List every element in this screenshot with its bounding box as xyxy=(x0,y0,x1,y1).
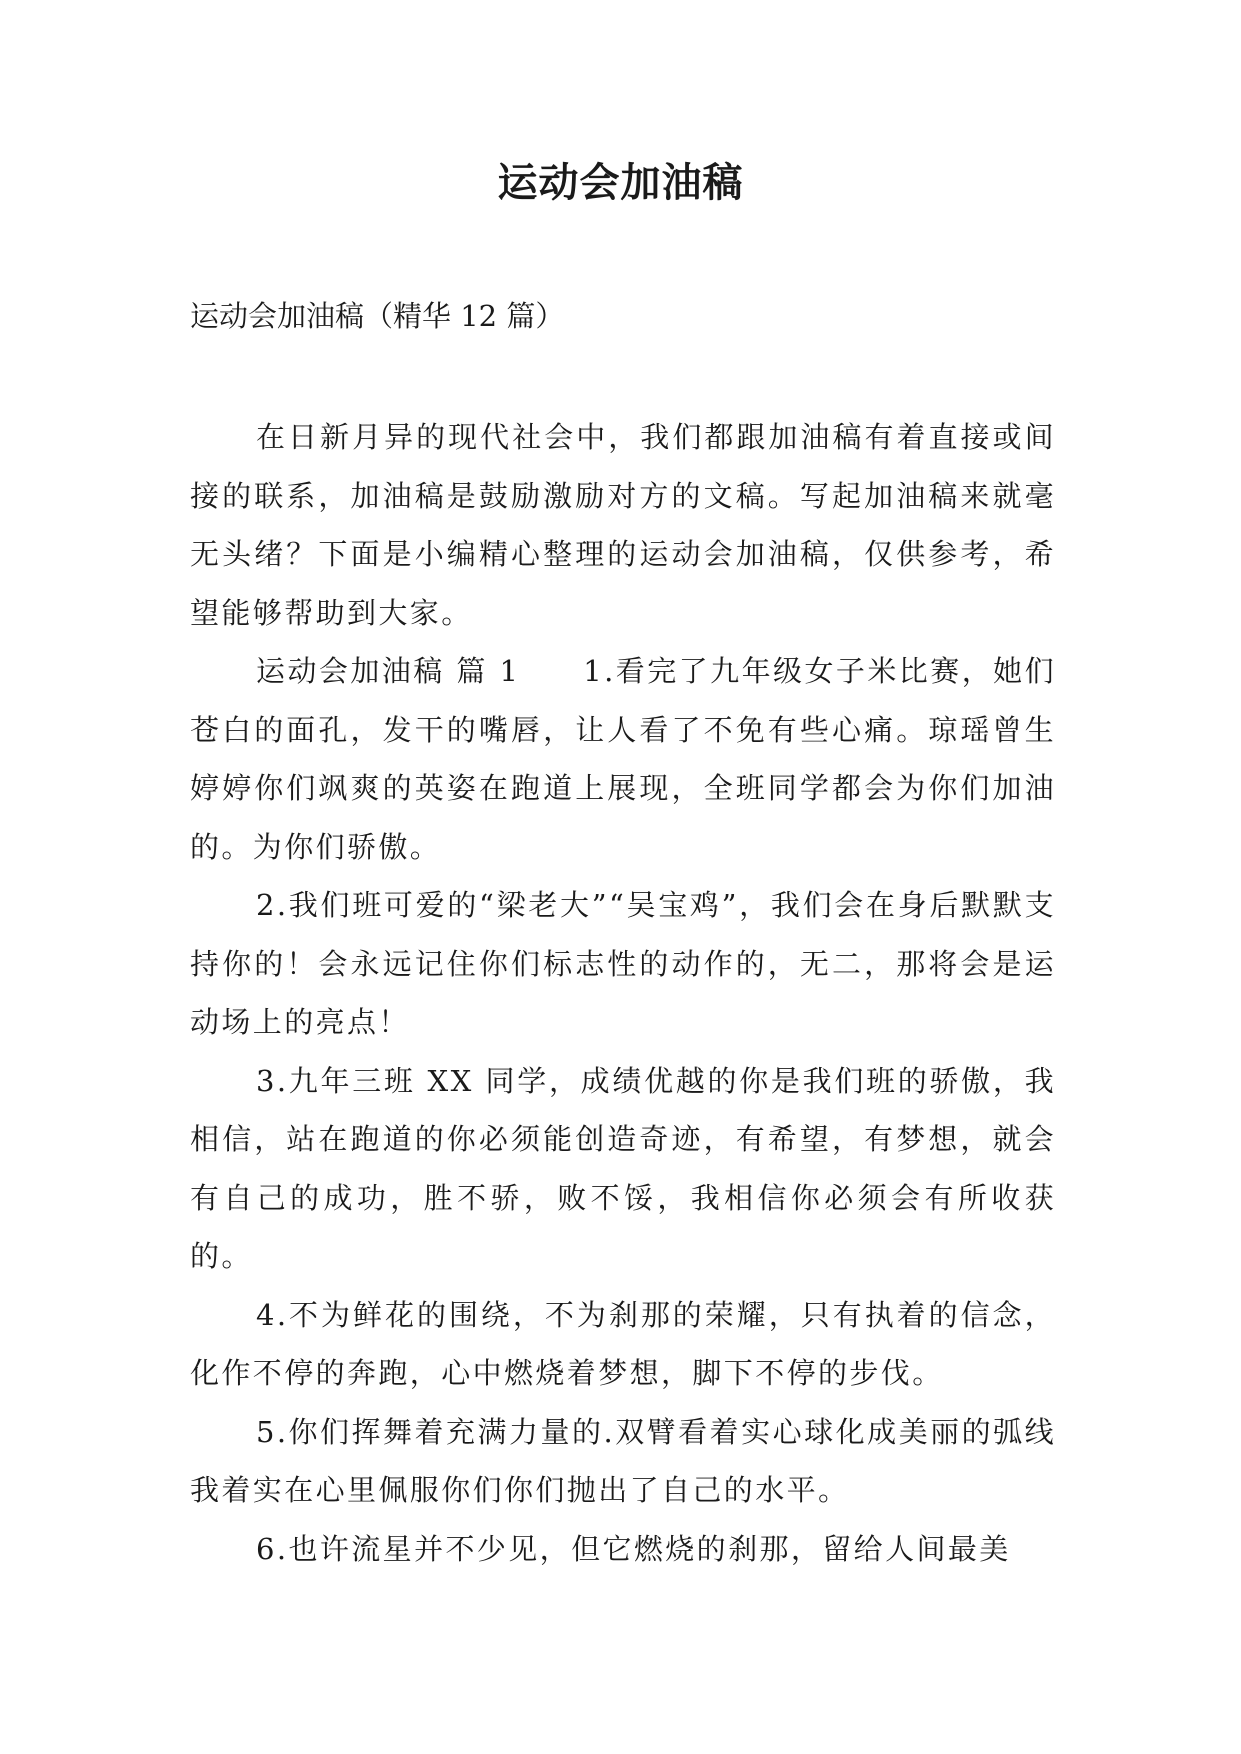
paragraph-item-1: 运动会加油稿 篇 1 1.看完了九年级女子米比赛，她们苍白的面孔，发干的嘴唇，让人看了不免有些心痛。琼瑶曾生婷婷你们飒爽的英姿在跑道上展现，全班同学都会为你们加油的。为你们骄傲。 xyxy=(190,654,1056,864)
paragraph-item-4: 4.不为鲜花的围绕，不为刹那的荣耀，只有执着的信念，化作不停的奔跑，心中燃烧着梦想，脚下不停的步伐。 xyxy=(190,1297,1056,1390)
document-title: 运动会加油稿 xyxy=(497,160,744,206)
paragraph-item-2: 2.我们班可爱的“梁老大”“吴宝鸡”，我们会在身后默默支持你的！会永远记住你们标志性的动作的，无二，那将会是运动场上的亮点！ xyxy=(190,888,1056,1039)
document-body xyxy=(190,408,1056,1578)
paragraph-item-3: 3.九年三班 XX 同学，成绩优越的你是我们班的骄傲，我相信，站在跑道的你必须能创造奇迹，有希望，有梦想，就会有自己的成功，胜不骄，败不馁，我相信你必须会有所收获的。 xyxy=(190,1063,1056,1273)
paragraph-item-5: 5.你们挥舞着充满力量的.双臂看着实心球化成美丽的弧线我着实在心里佩服你们你们抛出了自己的水平。 xyxy=(190,1414,1056,1507)
paragraph-intro: 在日新月异的现代社会中，我们都跟加油稿有着直接或间接的联系，加油稿是鼓励激励对方的文稿。写起加油稿来就毫无头绪？下面是小编精心整理的运动会加油稿，仅供参考，希望能够帮助到大家。 xyxy=(190,420,1056,630)
document-subtitle: 运动会加油稿（精华 12 篇） xyxy=(190,299,565,333)
paragraph-item-6: 6.也许流星并不少见，但它燃烧的刹那，留给人间最美 xyxy=(256,1531,1011,1566)
